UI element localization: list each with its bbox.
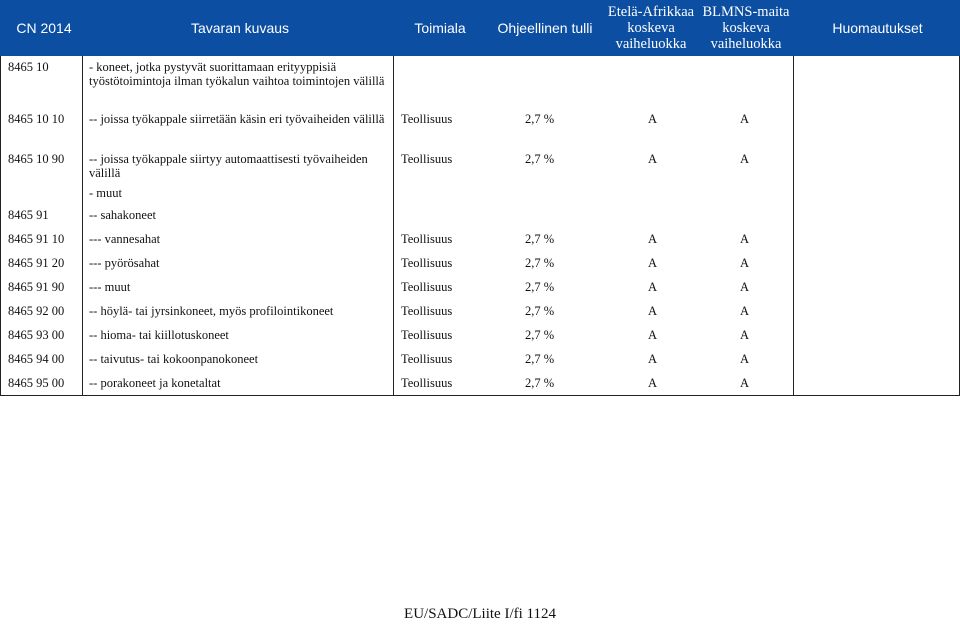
header-indicative-duty: Ohjeellinen tulli — [497, 20, 593, 36]
duty-rate-cell: 2,7 % — [525, 232, 555, 246]
south-africa-category-cell: A — [648, 112, 658, 126]
duty-rate-cell: 2,7 % — [525, 280, 555, 294]
description-cell: --- muut — [89, 280, 131, 294]
duty-rate-cell: 2,7 % — [525, 152, 555, 166]
industry-cell: Teollisuus — [401, 304, 453, 318]
description-cell: --- pyörösahat — [89, 256, 160, 270]
industry-cell: Teollisuus — [401, 352, 453, 366]
description-cell: -- joissa työkappale siirretään käsin eri työvaiheiden välillä — [89, 112, 385, 126]
south-africa-category-cell: A — [648, 232, 658, 246]
industry-cell: Teollisuus — [401, 328, 453, 342]
description-cell: -- höylä- tai jyrsinkoneet, myös profilointikoneet — [89, 304, 334, 318]
header-remarks: Huomautukset — [832, 20, 923, 36]
blmns-category-cell: A — [740, 376, 750, 390]
header-south-africa — [605, 0, 697, 56]
industry-cell: Teollisuus — [401, 280, 453, 294]
south-africa-category-cell: A — [648, 352, 658, 366]
blmns-category-cell: A — [740, 352, 750, 366]
industry-cell: Teollisuus — [401, 376, 453, 390]
description-cell: -- taivutus- tai kokoonpanokoneet — [89, 352, 259, 366]
header-south-africa-line1: Etelä-Afrikkaa — [607, 4, 695, 20]
cn-cell: 8465 94 00 — [8, 352, 65, 366]
south-africa-category-cell: A — [648, 376, 658, 390]
duty-rate-cell: 2,7 % — [525, 256, 555, 270]
cn-cell: 8465 91 — [8, 208, 49, 222]
duty-rate-cell: 2,7 % — [525, 352, 555, 366]
description-cell: -- sahakoneet — [89, 208, 156, 222]
description-cell: - koneet, jotka pystyvät suorittamaan erityyppisiä työstötoimintoja ilman työkalun vaihtoa toimintojen välillä — [89, 60, 385, 88]
south-africa-category-cell: A — [648, 328, 658, 342]
description-cell: --- vannesahat — [89, 232, 161, 246]
blmns-category-cell: A — [740, 256, 750, 270]
description-cell: -- joissa työkappale siirtyy automaattisesti työvaiheiden välillä — [89, 152, 368, 180]
blmns-category-cell: A — [740, 280, 750, 294]
south-africa-category-cell: A — [648, 152, 658, 166]
cn-cell: 8465 91 20 — [8, 256, 65, 270]
header-description: Tavaran kuvaus — [190, 20, 290, 36]
cn-cell: 8465 91 90 — [8, 280, 65, 294]
cn-cell: 8465 93 00 — [8, 328, 65, 342]
industry-cell: Teollisuus — [401, 152, 453, 166]
cn-cell: 8465 10 90 — [8, 152, 65, 166]
blmns-category-cell: A — [740, 112, 750, 126]
industry-cell: Teollisuus — [401, 256, 453, 270]
table-header — [0, 0, 960, 56]
cn-cell: 8465 10 — [8, 60, 49, 74]
blmns-category-cell: A — [740, 152, 750, 166]
header-cn: CN 2014 — [16, 20, 72, 36]
description-cell: -- porakoneet ja konetaltat — [89, 376, 221, 390]
tariff-table — [0, 56, 960, 396]
south-africa-category-cell: A — [648, 304, 658, 318]
header-blmns — [700, 0, 792, 56]
description-cell: -- hioma- tai kiillotuskoneet — [89, 328, 229, 342]
south-africa-category-cell: A — [648, 280, 658, 294]
industry-cell: Teollisuus — [401, 112, 453, 126]
header-industry: Toimiala — [414, 20, 466, 36]
page-footer: EU/SADC/Liite I/fi 1124 — [404, 606, 556, 622]
description-cell: - muut — [89, 186, 122, 200]
cn-cell: 8465 95 00 — [8, 376, 65, 390]
duty-rate-cell: 2,7 % — [525, 304, 555, 318]
industry-cell: Teollisuus — [401, 232, 453, 246]
header-blmns-line3: vaiheluokka — [710, 36, 782, 52]
cn-cell: 8465 10 10 — [8, 112, 65, 126]
header-blmns-line1: BLMNS-maita — [702, 4, 790, 20]
blmns-category-cell: A — [740, 232, 750, 246]
cn-cell: 8465 91 10 — [8, 232, 65, 246]
header-south-africa-line2: koskeva — [627, 20, 675, 36]
header-south-africa-line3: vaiheluokka — [615, 36, 687, 52]
cn-cell: 8465 92 00 — [8, 304, 65, 318]
duty-rate-cell: 2,7 % — [525, 112, 555, 126]
south-africa-category-cell: A — [648, 256, 658, 270]
duty-rate-cell: 2,7 % — [525, 328, 555, 342]
blmns-category-cell: A — [740, 328, 750, 342]
header-blmns-line2: koskeva — [722, 20, 770, 36]
duty-rate-cell: 2,7 % — [525, 376, 555, 390]
blmns-category-cell: A — [740, 304, 750, 318]
